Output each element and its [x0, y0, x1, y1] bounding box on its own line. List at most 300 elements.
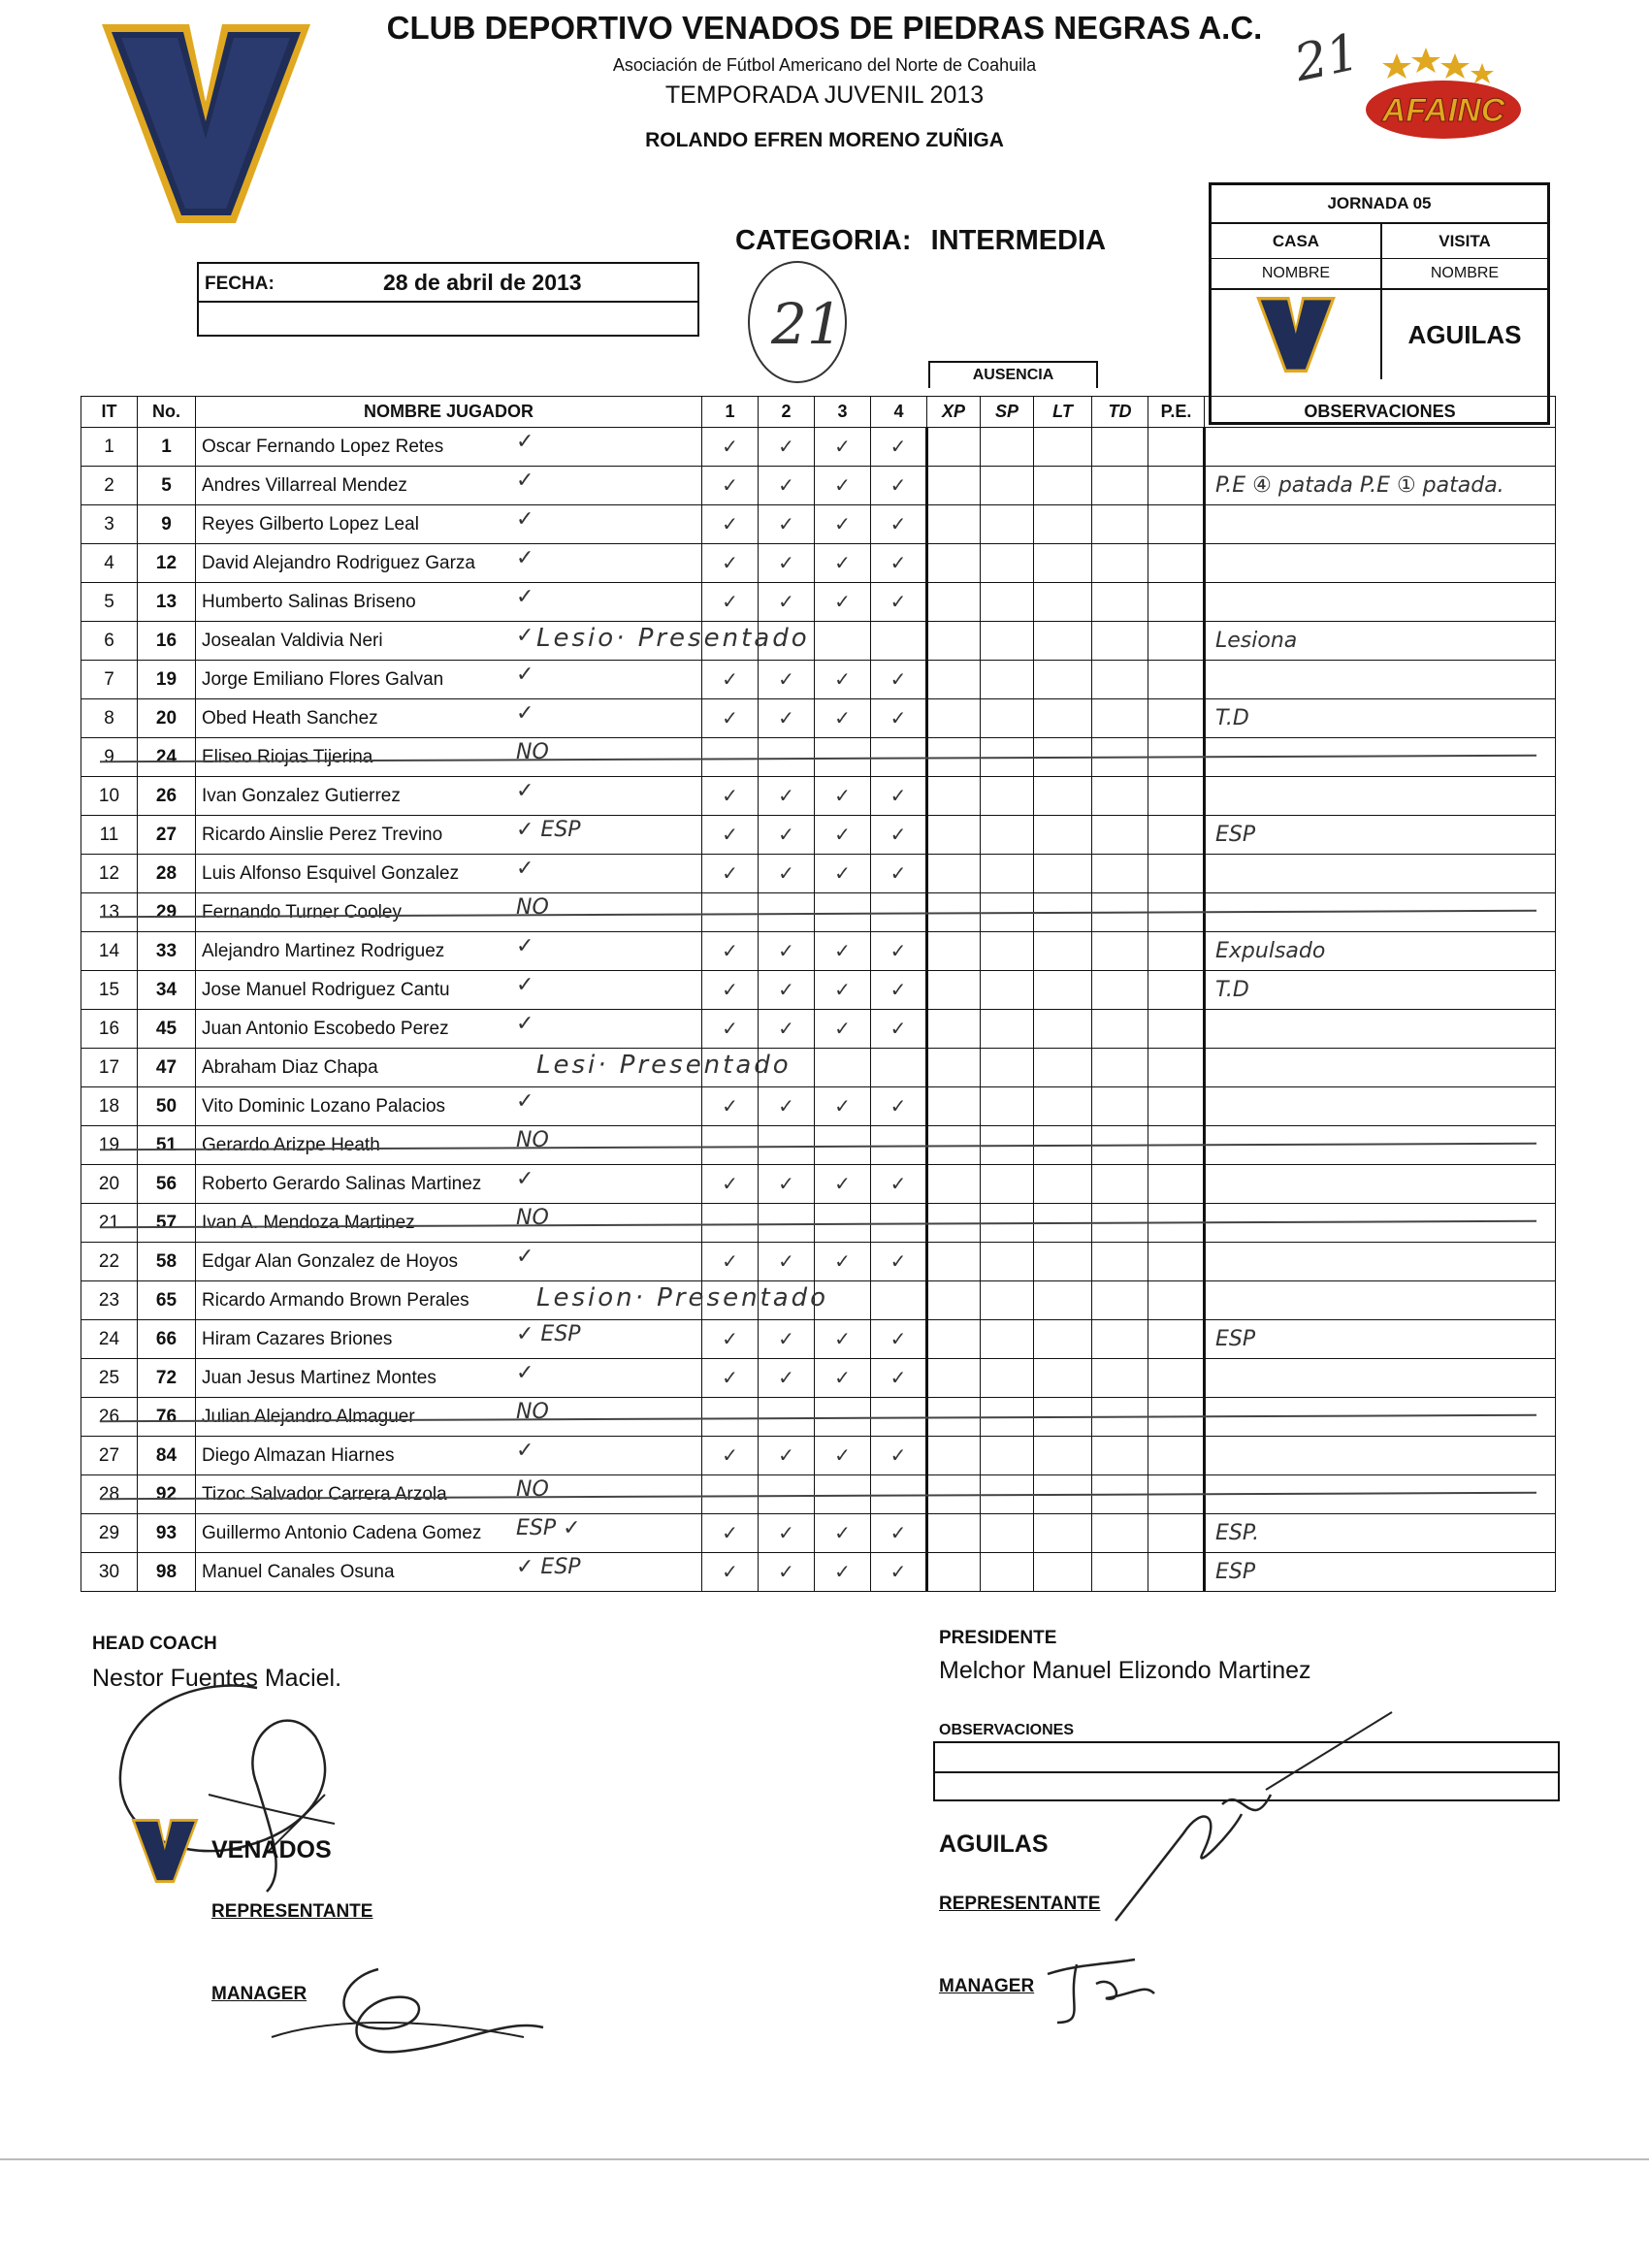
roster-table: [81, 396, 1556, 1592]
number-cell: 34: [138, 971, 196, 1010]
col-q4: 4: [871, 397, 927, 428]
q3-cell: ✓: [815, 661, 871, 699]
observation-cell: [1205, 777, 1556, 816]
player-name: Luis Alfonso Esquivel Gonzalez: [202, 862, 460, 884]
player-name-cell: [196, 816, 702, 855]
q4-cell: ✓: [871, 855, 927, 893]
sp-cell: [981, 971, 1034, 1010]
xp-cell: [927, 583, 981, 622]
it-cell: 11: [81, 816, 138, 855]
q1-cell: ✓: [702, 816, 759, 855]
lt-cell: [1034, 583, 1092, 622]
it-cell: 28: [81, 1475, 138, 1514]
attendance-mark: ✓: [516, 1012, 534, 1036]
it-cell: 5: [81, 583, 138, 622]
td-cell: [1092, 544, 1148, 583]
attendance-mark: ✓: [516, 663, 534, 687]
it-cell: 4: [81, 544, 138, 583]
it-cell: 29: [81, 1514, 138, 1553]
player-name-cell: [196, 1359, 702, 1398]
table-row: [81, 816, 1556, 855]
q2-cell: ✓: [759, 1514, 815, 1553]
q2-cell: ✓: [759, 661, 815, 699]
away-label: VISITA: [1382, 224, 1547, 259]
q2-cell: ✓: [759, 544, 815, 583]
sp-cell: [981, 1320, 1034, 1359]
observation-cell: ESP: [1205, 816, 1556, 855]
it-cell: 19: [81, 1126, 138, 1165]
pe-cell: [1148, 544, 1205, 583]
attendance-mark: ✓: [516, 469, 534, 493]
lt-cell: [1034, 855, 1092, 893]
td-cell: [1092, 1553, 1148, 1592]
q2-cell: ✓: [759, 971, 815, 1010]
number-cell: 19: [138, 661, 196, 699]
attendance-mark: NO: [516, 1128, 549, 1152]
pe-cell: [1148, 1243, 1205, 1281]
attendance-mark: ✓: [516, 546, 534, 570]
table-row: [81, 1049, 1556, 1087]
svg-text:AFAINC: AFAINC: [1381, 92, 1505, 129]
observation-cell: T.D: [1205, 699, 1556, 738]
xp-cell: [927, 1087, 981, 1126]
attendance-mark: ✓ ESP: [516, 818, 581, 842]
xp-cell: [927, 1165, 981, 1204]
observation-cell: [1205, 1359, 1556, 1398]
table-row: [81, 505, 1556, 544]
lt-cell: [1034, 428, 1092, 467]
observation-cell: Lesiona: [1205, 622, 1556, 661]
it-cell: 14: [81, 932, 138, 971]
col-no: No.: [138, 397, 196, 428]
home-label: CASA: [1212, 224, 1382, 259]
number-cell: 93: [138, 1514, 196, 1553]
player-name-cell: [196, 893, 702, 932]
player-name-cell: [196, 1204, 702, 1243]
player-name: Juan Jesus Martinez Montes: [202, 1367, 436, 1388]
sp-cell: [981, 661, 1034, 699]
association-name: Asociación de Fútbol Americano del Norte de Coahuila: [612, 55, 1037, 75]
head-coach-label: HEAD COACH: [92, 1634, 217, 1654]
q3-cell: ✓: [815, 428, 871, 467]
pe-cell: [1148, 1553, 1205, 1592]
q2-cell: ✓: [759, 467, 815, 505]
sp-cell: [981, 816, 1034, 855]
home-manager-signature: [233, 1960, 563, 2066]
observation-cell: [1205, 1437, 1556, 1475]
td-cell: [1092, 1010, 1148, 1049]
player-name-cell: [196, 855, 702, 893]
td-cell: [1092, 622, 1148, 661]
player-name: Josealan Valdivia Neri: [202, 630, 383, 651]
q4-cell: ✓: [871, 1437, 927, 1475]
q1-cell: ✓: [702, 1553, 759, 1592]
number-cell: 1: [138, 428, 196, 467]
observation-cell: [1205, 661, 1556, 699]
home-sub: NOMBRE: [1212, 259, 1382, 290]
category: [735, 225, 1106, 257]
table-row: [81, 1087, 1556, 1126]
td-cell: [1092, 777, 1148, 816]
number-cell: 98: [138, 1553, 196, 1592]
player-name: Vito Dominic Lozano Palacios: [202, 1095, 446, 1117]
pe-cell: [1148, 661, 1205, 699]
td-cell: [1092, 428, 1148, 467]
xp-cell: [927, 544, 981, 583]
number-cell: 57: [138, 1204, 196, 1243]
sp-cell: [981, 1553, 1034, 1592]
xp-cell: [927, 777, 981, 816]
player-name: Ricardo Armando Brown Perales: [202, 1289, 469, 1311]
venados-small-logo: [1255, 297, 1337, 373]
away-manager-label: MANAGER: [939, 1976, 1035, 1996]
td-cell: [1092, 699, 1148, 738]
player-name: Alejandro Martinez Rodriguez: [202, 940, 445, 961]
player-name: Ivan A. Mendoza Martinez: [202, 1212, 415, 1233]
q2-cell: ✓: [759, 1010, 815, 1049]
player-name: Roberto Gerardo Salinas Martinez: [202, 1173, 482, 1194]
attendance-mark: ✓: [516, 430, 534, 454]
pe-cell: [1148, 1281, 1205, 1320]
player-name: Ivan Gonzalez Gutierrez: [202, 785, 401, 806]
q2-cell: ✓: [759, 505, 815, 544]
player-name-cell: [196, 505, 702, 544]
observation-cell: [1205, 505, 1556, 544]
q4-cell: ✓: [871, 1359, 927, 1398]
col-q3: 3: [815, 397, 871, 428]
q3-cell: ✓: [815, 1243, 871, 1281]
attendance-mark: ✓: [516, 701, 534, 726]
td-cell: [1092, 1514, 1148, 1553]
away-representante-signature: [1096, 1775, 1290, 1930]
q3-cell: ✓: [815, 816, 871, 855]
lt-cell: [1034, 1243, 1092, 1281]
lt-cell: [1034, 544, 1092, 583]
observation-cell: [1205, 855, 1556, 893]
q3-cell: ✓: [815, 699, 871, 738]
number-cell: 72: [138, 1359, 196, 1398]
q4-cell: ✓: [871, 1553, 927, 1592]
player-name: David Alejandro Rodriguez Garza: [202, 552, 475, 573]
sp-cell: [981, 428, 1034, 467]
fecha-box: [197, 262, 699, 337]
xp-cell: [927, 1514, 981, 1553]
it-cell: 9: [81, 738, 138, 777]
it-cell: 2: [81, 467, 138, 505]
number-cell: 29: [138, 893, 196, 932]
td-cell: [1092, 467, 1148, 505]
q3-cell: [815, 622, 871, 661]
lt-cell: [1034, 1553, 1092, 1592]
table-row: [81, 932, 1556, 971]
q4-cell: ✓: [871, 1010, 927, 1049]
sp-cell: [981, 1087, 1034, 1126]
observation-cell: [1205, 1010, 1556, 1049]
xp-cell: [927, 1320, 981, 1359]
player-name-cell: [196, 1087, 702, 1126]
it-cell: 16: [81, 1010, 138, 1049]
attendance-mark: ✓: [516, 1167, 534, 1191]
player-name: Obed Heath Sanchez: [202, 707, 378, 729]
lt-cell: [1034, 1281, 1092, 1320]
attendance-mark: ✓: [516, 973, 534, 997]
q2-cell: ✓: [759, 1320, 815, 1359]
q3-cell: ✓: [815, 544, 871, 583]
xp-cell: [927, 816, 981, 855]
observation-cell: Expulsado: [1205, 932, 1556, 971]
table-row: [81, 1165, 1556, 1204]
player-name-cell: [196, 1398, 702, 1437]
number-cell: 51: [138, 1126, 196, 1165]
q1-cell: ✓: [702, 1437, 759, 1475]
q4-cell: ✓: [871, 932, 927, 971]
handwritten-note: Lesio· Presentado: [536, 623, 810, 653]
president-name: Melchor Manuel Elizondo Martinez: [939, 1657, 1311, 1684]
q1-cell: ✓: [702, 1243, 759, 1281]
player-name: Manuel Canales Osuna: [202, 1561, 395, 1582]
pe-cell: [1148, 1165, 1205, 1204]
player-name: Abraham Diaz Chapa: [202, 1056, 378, 1078]
q4-cell: ✓: [871, 699, 927, 738]
lt-cell: [1034, 971, 1092, 1010]
q3-cell: ✓: [815, 1514, 871, 1553]
q4-cell: [871, 1049, 927, 1087]
observation-cell: [1205, 1281, 1556, 1320]
q4-cell: ✓: [871, 505, 927, 544]
observaciones-footer-label: OBSERVACIONES: [939, 1722, 1074, 1738]
q3-cell: ✓: [815, 1087, 871, 1126]
lt-cell: [1034, 1514, 1092, 1553]
player-name-cell: [196, 1514, 702, 1553]
attendance-mark: ESP ✓: [516, 1516, 581, 1540]
q4-cell: ✓: [871, 661, 927, 699]
lt-cell: [1034, 699, 1092, 738]
q4-cell: [871, 1281, 927, 1320]
observation-cell: ESP.: [1205, 1514, 1556, 1553]
td-cell: [1092, 855, 1148, 893]
away-sub: NOMBRE: [1382, 259, 1547, 290]
q1-cell: ✓: [702, 583, 759, 622]
player-name-cell: [196, 1320, 702, 1359]
player-name-cell: [196, 777, 702, 816]
lt-cell: [1034, 467, 1092, 505]
player-name-cell: [196, 1553, 702, 1592]
lt-cell: [1034, 661, 1092, 699]
q3-cell: ✓: [815, 1359, 871, 1398]
it-cell: 3: [81, 505, 138, 544]
observation-cell: [1205, 1243, 1556, 1281]
td-cell: [1092, 661, 1148, 699]
it-cell: 20: [81, 1165, 138, 1204]
xp-cell: [927, 428, 981, 467]
sp-cell: [981, 855, 1034, 893]
player-name: Eliseo Riojas Tijerina: [202, 746, 373, 767]
q4-cell: ✓: [871, 428, 927, 467]
it-cell: 1: [81, 428, 138, 467]
q1-cell: ✓: [702, 932, 759, 971]
player-name-cell: [196, 1243, 702, 1281]
number-cell: 45: [138, 1010, 196, 1049]
sp-cell: [981, 1437, 1034, 1475]
observation-cell: [1205, 1087, 1556, 1126]
player-name-cell: [196, 1126, 702, 1165]
number-cell: 12: [138, 544, 196, 583]
number-cell: 13: [138, 583, 196, 622]
q2-cell: ✓: [759, 932, 815, 971]
it-cell: 7: [81, 661, 138, 699]
td-cell: [1092, 816, 1148, 855]
q4-cell: ✓: [871, 467, 927, 505]
player-name: Jose Manuel Rodriguez Cantu: [202, 979, 450, 1000]
table-row: [81, 1320, 1556, 1359]
number-cell: 58: [138, 1243, 196, 1281]
q3-cell: ✓: [815, 1320, 871, 1359]
q2-cell: ✓: [759, 1243, 815, 1281]
handwritten-note: Lesion· Presentado: [536, 1282, 829, 1312]
number-cell: 50: [138, 1087, 196, 1126]
sp-cell: [981, 1243, 1034, 1281]
sp-cell: [981, 1281, 1034, 1320]
handwritten-number: 21: [1289, 22, 1365, 94]
q3-cell: ✓: [815, 1010, 871, 1049]
q1-cell: ✓: [702, 428, 759, 467]
player-name-cell: [196, 1437, 702, 1475]
attendance-mark: ✓: [516, 1089, 534, 1114]
sp-cell: [981, 1359, 1034, 1398]
venados-logo: [102, 24, 310, 223]
table-row: [81, 622, 1556, 661]
table-row: [81, 1553, 1556, 1592]
number-cell: 65: [138, 1281, 196, 1320]
q1-cell: ✓: [702, 1514, 759, 1553]
player-name: Ricardo Ainslie Perez Trevino: [202, 824, 443, 845]
q1-cell: ✓: [702, 971, 759, 1010]
q4-cell: ✓: [871, 777, 927, 816]
q4-cell: ✓: [871, 544, 927, 583]
observation-cell: [1205, 583, 1556, 622]
circled-number: 21: [771, 291, 843, 357]
player-name: Reyes Gilberto Lopez Leal: [202, 513, 419, 535]
q2-cell: ✓: [759, 1359, 815, 1398]
player-name-cell: [196, 583, 702, 622]
number-cell: 92: [138, 1475, 196, 1514]
attendance-mark: ✓: [516, 1361, 534, 1385]
col-xp: XP: [927, 397, 981, 428]
pe-cell: [1148, 1514, 1205, 1553]
president-label: PRESIDENTE: [939, 1628, 1057, 1648]
col-q2: 2: [759, 397, 815, 428]
attendance-mark: NO: [516, 1400, 549, 1424]
pe-cell: [1148, 777, 1205, 816]
sp-cell: [981, 1049, 1034, 1087]
q1-cell: ✓: [702, 661, 759, 699]
td-cell: [1092, 583, 1148, 622]
player-name-cell: [196, 932, 702, 971]
q4-cell: ✓: [871, 1243, 927, 1281]
table-row: [81, 1359, 1556, 1398]
sp-cell: [981, 777, 1034, 816]
player-name-cell: [196, 661, 702, 699]
season-title: TEMPORADA JUVENIL 2013: [664, 81, 985, 109]
q1-cell: ✓: [702, 855, 759, 893]
pe-cell: [1148, 816, 1205, 855]
lt-cell: [1034, 1437, 1092, 1475]
fecha-value: 28 de abril de 2013: [383, 270, 582, 295]
page-bottom-edge: [0, 2158, 1649, 2160]
fecha-label: FECHA:: [205, 274, 275, 294]
q1-cell: ✓: [702, 1165, 759, 1204]
player-name-cell: [196, 738, 702, 777]
observation-cell: ESP: [1205, 1553, 1556, 1592]
number-cell: 28: [138, 855, 196, 893]
q1-cell: ✓: [702, 505, 759, 544]
table-row: [81, 661, 1556, 699]
it-cell: 27: [81, 1437, 138, 1475]
attendance-mark: ✓ ESP: [516, 1555, 581, 1579]
attendance-mark: NO: [516, 1206, 549, 1230]
attendance-mark: ✓: [516, 934, 534, 958]
pe-cell: [1148, 1359, 1205, 1398]
pe-cell: [1148, 1437, 1205, 1475]
jornada-title: JORNADA 05: [1212, 185, 1547, 224]
q2-cell: ✓: [759, 816, 815, 855]
player-name-cell: [196, 1165, 702, 1204]
col-name: NOMBRE JUGADOR: [196, 397, 702, 428]
table-row: [81, 428, 1556, 467]
number-cell: 5: [138, 467, 196, 505]
pe-cell: [1148, 699, 1205, 738]
q2-cell: ✓: [759, 777, 815, 816]
it-cell: 18: [81, 1087, 138, 1126]
q1-cell: ✓: [702, 699, 759, 738]
pe-cell: [1148, 622, 1205, 661]
q3-cell: ✓: [815, 583, 871, 622]
col-pe: P.E.: [1148, 397, 1205, 428]
attendance-mark: ✓: [516, 1439, 534, 1463]
afa-logo: [1280, 24, 1533, 150]
q2-cell: ✓: [759, 428, 815, 467]
player-name: Oscar Fernando Lopez Retes: [202, 436, 444, 457]
pe-cell: [1148, 1320, 1205, 1359]
player-name-cell: [196, 1010, 702, 1049]
q3-cell: [815, 1049, 871, 1087]
xp-cell: [927, 1553, 981, 1592]
it-cell: 12: [81, 855, 138, 893]
xp-cell: [927, 699, 981, 738]
q3-cell: ✓: [815, 1437, 871, 1475]
observation-cell: [1205, 428, 1556, 467]
col-it: IT: [81, 397, 138, 428]
xp-cell: [927, 505, 981, 544]
sp-cell: [981, 622, 1034, 661]
q1-cell: ✓: [702, 1359, 759, 1398]
player-name-cell: [196, 428, 702, 467]
table-row: [81, 1010, 1556, 1049]
td-cell: [1092, 1243, 1148, 1281]
td-cell: [1092, 1165, 1148, 1204]
q4-cell: ✓: [871, 1087, 927, 1126]
xp-cell: [927, 467, 981, 505]
sp-cell: [981, 699, 1034, 738]
td-cell: [1092, 1087, 1148, 1126]
sp-cell: [981, 1010, 1034, 1049]
q2-cell: ✓: [759, 699, 815, 738]
table-row: [81, 777, 1556, 816]
player-name: Juan Antonio Escobedo Perez: [202, 1018, 449, 1039]
it-cell: 30: [81, 1553, 138, 1592]
q1-cell: ✓: [702, 1320, 759, 1359]
attendance-mark: NO: [516, 1477, 549, 1502]
